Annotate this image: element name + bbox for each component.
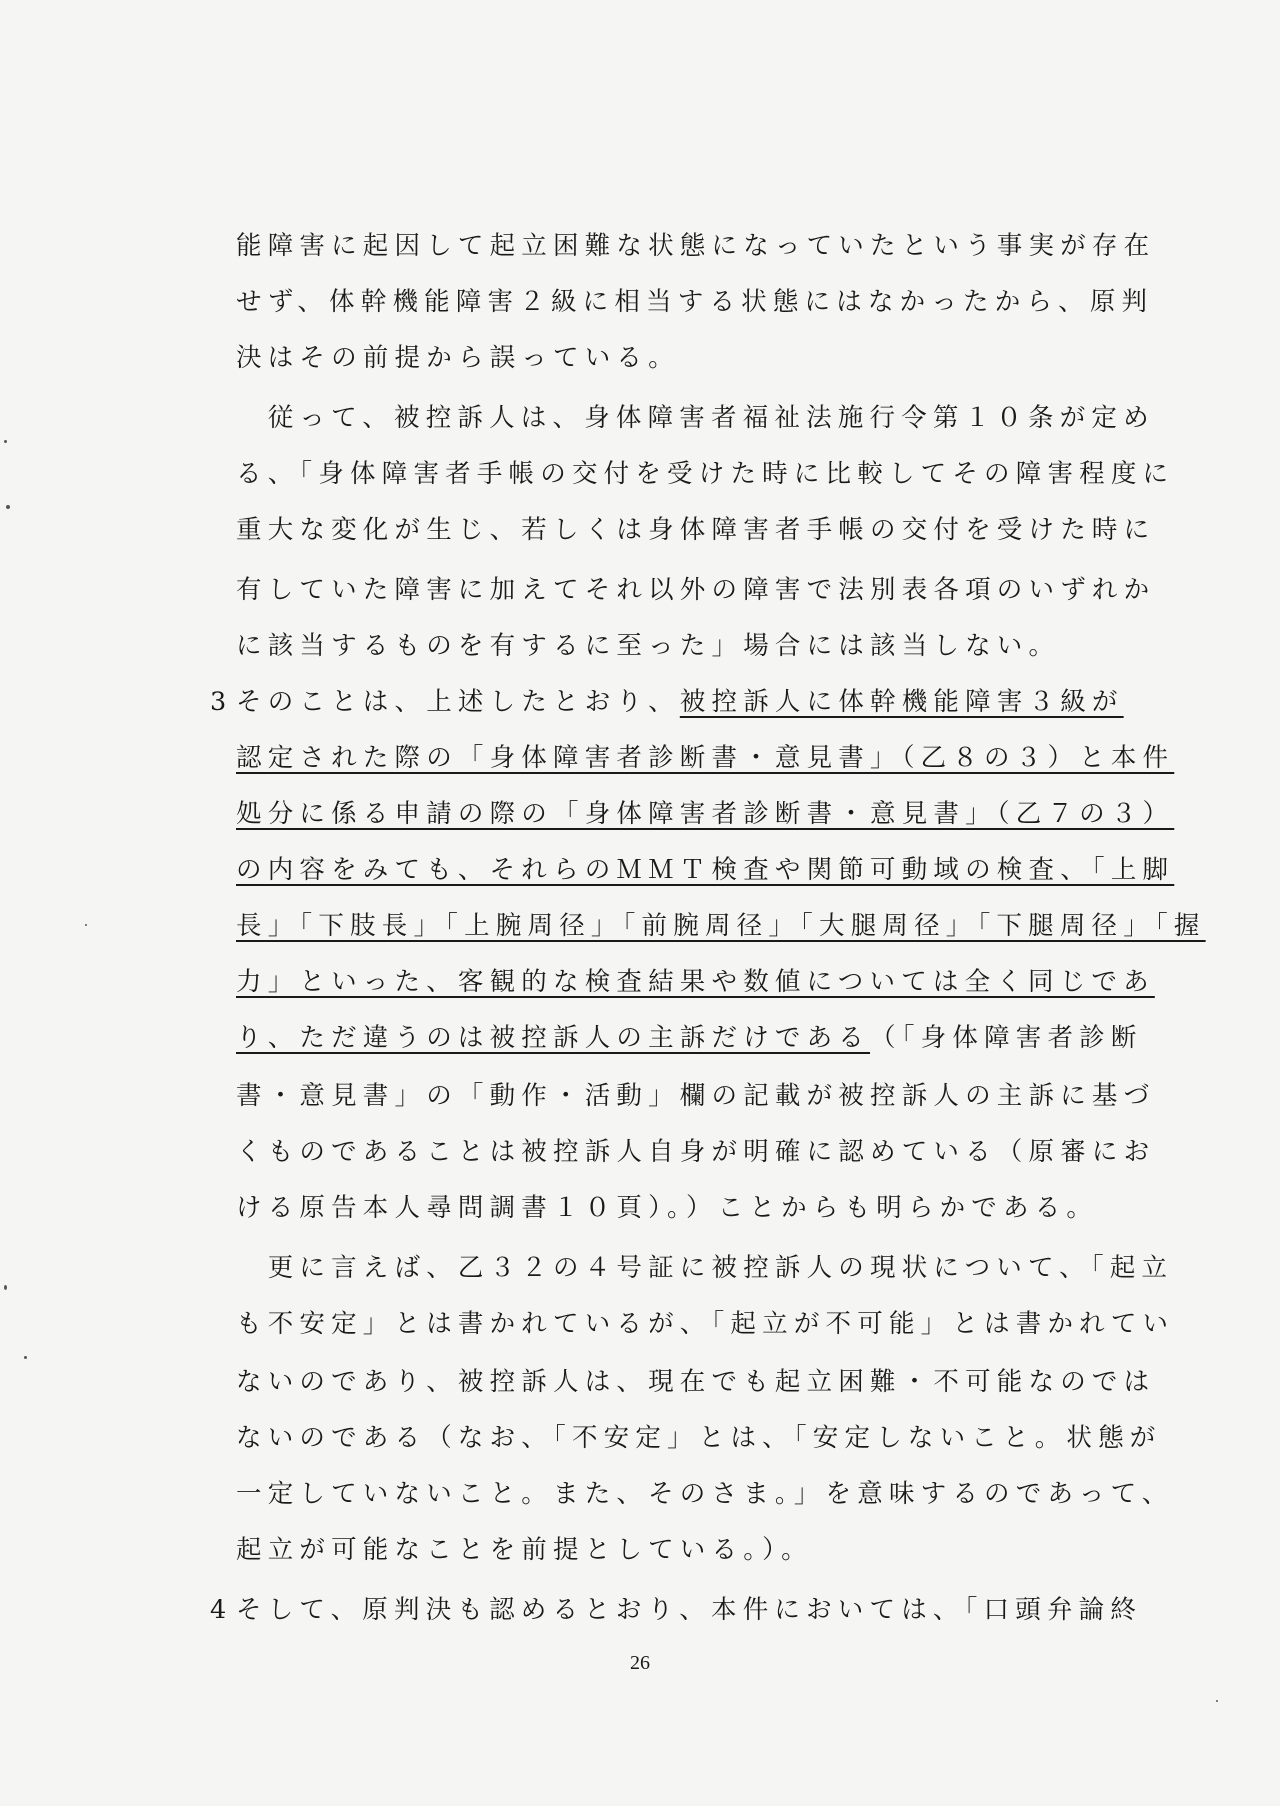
underlined-segment: 被控訴人に体幹機能障害３級が [679, 687, 1124, 717]
text-line: も不安定」とは書かれているが、「起立が不可能」とは書かれてい [236, 1309, 1175, 1339]
text-line: ける原告本人尋問調書１０頁）。）ことからも明らかである。 [236, 1193, 1099, 1223]
text-line: 起立が可能なことを前提としている。）。 [236, 1535, 813, 1565]
text-line: ないのである（なお、「不安定」とは、「安定しないこと。状態が [236, 1423, 1162, 1453]
text-line: 一定していないこと。また、そのさま。」を意味するのであって、 [236, 1479, 1174, 1509]
text-line: 更に言えば、乙３２の４号証に被控訴人の現状について、「起立 [236, 1253, 1174, 1283]
scan-speck [85, 924, 87, 926]
text-line: る、「身体障害者手帳の交付を受けた時に比較してその障害程度に [236, 459, 1175, 489]
scan-speck [24, 1356, 27, 1359]
scan-speck [6, 505, 10, 509]
text-line: せず、体幹機能障害２級に相当する状態にはなかったから、原判 [236, 287, 1154, 317]
text-segment: （「身体障害者診断 [870, 1023, 1143, 1053]
scan-speck [1216, 1700, 1218, 1702]
text-line [236, 1018, 1143, 1058]
text-line: 有していた障害に加えてそれ以外の障害で法別表各項のいずれか [236, 575, 1156, 605]
underlined-line: 処分に係る申請の際の「身体障害者診断書・意見書」（乙７の３） [236, 799, 1175, 829]
scan-speck [4, 1285, 7, 1290]
page-number: 26 [630, 1652, 650, 1674]
text-line: くものであることは被控訴人自身が明確に認めている（原審にお [236, 1137, 1156, 1167]
text-line: 能障害に起因して起立困難な状態になっていたという事実が存在 [236, 231, 1156, 261]
underlined-segment: り、ただ違うのは被控訴人の主訴だけである [236, 1023, 871, 1053]
text-line: そして、原判決も認めるとおり、本件においては、「口頭弁論終 [236, 1595, 1143, 1625]
text-line: 従って、被控訴人は、身体障害者福祉法施行令第１０条が定め [236, 403, 1155, 433]
section-number: 4 [210, 1595, 227, 1625]
underlined-line: の内容をみても、それらのＭＭＴ検査や関節可動域の検査、「上脚 [236, 855, 1175, 885]
text-line: 決はその前提から誤っている。 [236, 343, 680, 373]
text-line: 重大な変化が生じ、若しくは身体障害者手帳の交付を受けた時に [236, 515, 1156, 545]
text-line: ないのであり、被控訴人は、現在でも起立困難・不可能なのでは [236, 1367, 1156, 1397]
scan-speck [4, 440, 7, 443]
underlined-line: 認定された際の「身体障害者診断書・意見書」（乙８の３）と本件 [236, 743, 1175, 773]
underlined-line: 長」「下肢長」「上腕周径」「前腕周径」「大腿周径」「下腿周径」「握 [236, 911, 1206, 941]
text-line: 書・意見書」の「動作・活動」欄の記載が被控訴人の主訴に基づ [236, 1081, 1156, 1111]
text-segment: そのことは、上述したとおり、 [236, 687, 680, 717]
text-line: に該当するものを有するに至った」場合には該当しない。 [236, 631, 1061, 661]
text-line [236, 682, 1124, 722]
underlined-line: 力」といった、客観的な検査結果や数値については全く同じであ [236, 967, 1155, 997]
section-number: 3 [210, 687, 227, 717]
